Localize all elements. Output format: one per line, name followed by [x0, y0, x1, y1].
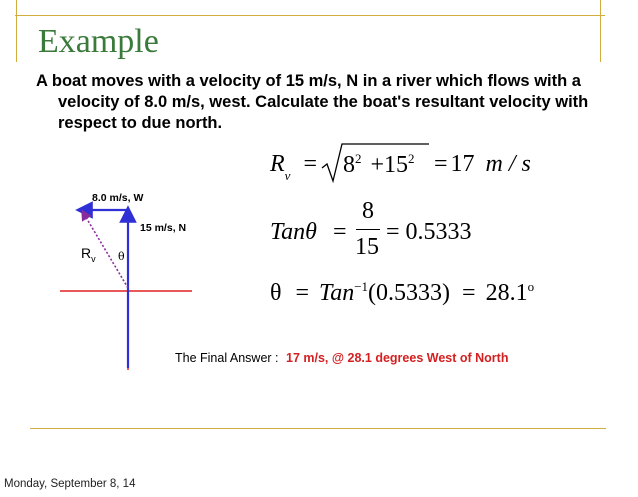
fraction-denominator: 15 — [355, 234, 379, 260]
equation-resultant-value: = 17 m / s — [434, 151, 531, 177]
west-velocity-label: 8.0 m/s, W — [92, 192, 144, 204]
north-velocity-label: 15 m/s, N — [140, 222, 187, 234]
final-answer-value: 17 m/s, @ 28.1 degrees West of North — [286, 351, 509, 365]
final-answer — [175, 351, 508, 365]
resultant-label: $R_v$ — [81, 245, 96, 264]
equation-angle: θ = Tan$^{-1}$(0.5333) = 28.1$^o$ — [270, 279, 535, 306]
slide-title: Example — [38, 23, 159, 60]
equation-tangent-value: = 0.5333 — [386, 219, 472, 245]
fraction-numerator: 8 — [362, 198, 374, 224]
footer-date: Monday, September 8, 14 — [4, 478, 136, 490]
final-answer-label: The Final Answer : — [175, 351, 279, 365]
problem-statement: A boat moves with a velocity of 15 m/s, N in a river which flows with a velocity of 8.0 m/s, west. Calculate the boat's resultant velocity with respect to due north. — [36, 72, 589, 132]
equation-resultant-magnitude: $R_v$ = — [270, 151, 317, 183]
equation-radicand: $8^2 +15^2$ — [343, 151, 415, 178]
fraction-bar — [356, 229, 380, 230]
angle-label: θ — [118, 250, 125, 263]
equation-tangent-lhs: Tanθ = — [270, 219, 347, 245]
